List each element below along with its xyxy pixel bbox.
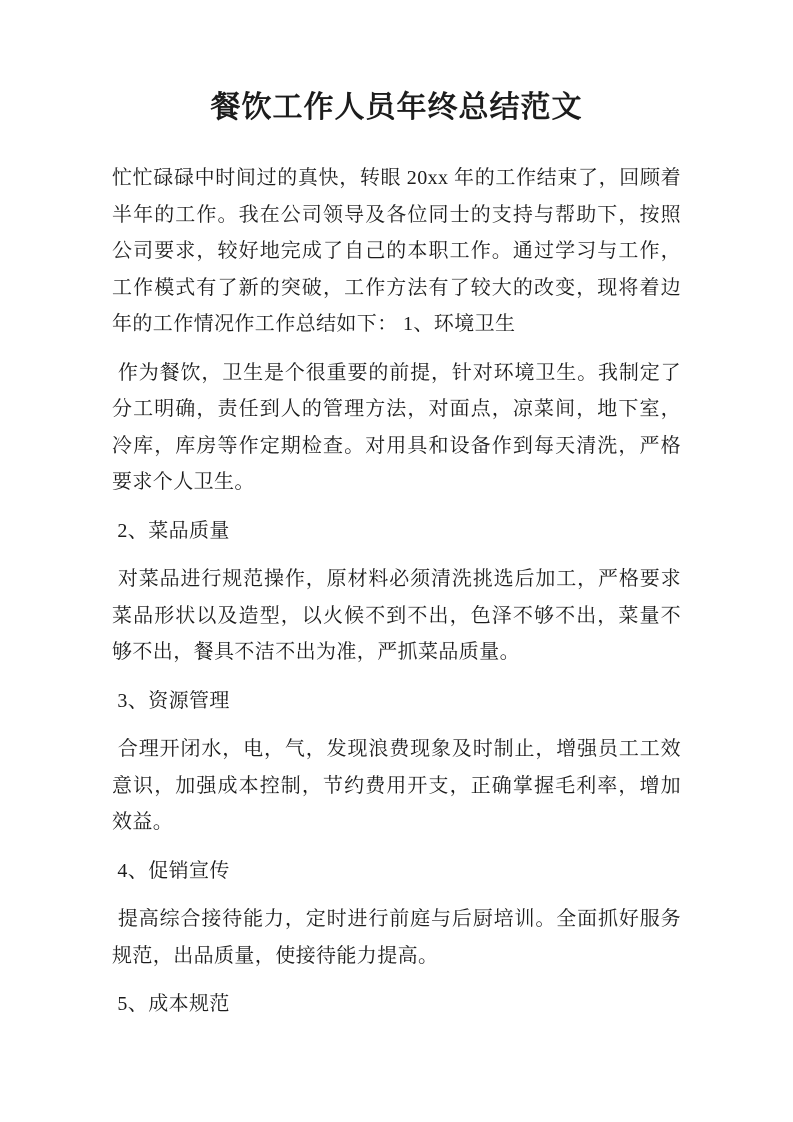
document-paragraph: 提高综合接待能力，定时进行前庭与后厨培训。全面抓好服务规范，出品质量，使接待能力提高。 — [112, 908, 681, 967]
document-paragraph: 对菜品进行规范操作，原材料必须清洗挑选后加工，严格要求菜品形状以及造型，以火候不到不出，色泽不够不出，菜量不够不出，餐具不洁不出为准，严抓菜品质量。 — [112, 568, 681, 663]
section-heading: 2、菜品质量 — [112, 519, 230, 542]
document-title: 餐饮工作人员年终总结范文 — [210, 91, 583, 124]
document-paragraph: 忙忙碌碌中时间过的真快，转眼 20xx 年的工作结束了，回顾着半年的工作。我在公司领导及各位同士的支持与帮助下，按照公司要求，较好地完成了自己的本职工作。通过学习与工作，工作模式有了新的突破，工作方法有了较大的改变，现将着边年的工作情况作工作总结如下： 1、环境卫生 — [112, 167, 681, 335]
document-paragraph: 作为餐饮，卫生是个很重要的前提，针对环境卫生。我制定了分工明确，责任到人的管理方法，对面点，凉菜间，地下室，冷库，库房等作定期检查。对用具和设备作到每天清洗，严格要求个人卫生。 — [112, 361, 681, 493]
section-heading: 5、成本规范 — [112, 993, 230, 1015]
section-heading: 3、资源管理 — [112, 689, 230, 712]
document-body — [112, 160, 681, 1023]
document-paragraph: 合理开闭水，电，气，发现浪费现象及时制止，增强员工工效意识，加强成本控制，节约费用开支，正确掌握毛利率，增加效益。 — [112, 738, 681, 833]
section-heading: 4、促销宣传 — [112, 859, 230, 882]
